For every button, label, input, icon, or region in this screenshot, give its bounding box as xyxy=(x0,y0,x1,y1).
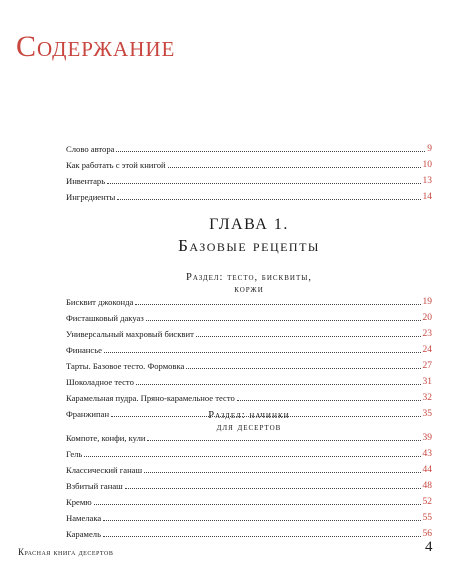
toc-item-page: 9 xyxy=(427,144,432,154)
toc-item-classic-ganache[interactable] xyxy=(66,460,432,476)
leader-dots xyxy=(146,320,421,321)
toc-intro-list xyxy=(66,139,432,203)
toc-item-gioconda[interactable] xyxy=(66,292,432,308)
toc-item-page: 27 xyxy=(422,361,432,371)
toc-item-page: 55 xyxy=(422,513,432,523)
toc-item-page: 10 xyxy=(422,160,432,170)
leader-dots xyxy=(196,336,421,337)
toc-item-how-to-use[interactable] xyxy=(66,155,432,171)
leader-dots xyxy=(107,183,420,184)
toc-item-page: 32 xyxy=(422,393,432,403)
leader-dots xyxy=(168,167,421,168)
toc-item-label: Компоте, конфи, кули xyxy=(66,433,146,443)
leader-dots xyxy=(103,536,420,537)
toc-item-page: 23 xyxy=(422,329,432,339)
toc-item-label: Взбитый ганаш xyxy=(66,481,123,491)
toc-item-label: Бисквит джоконда xyxy=(66,297,134,307)
toc-item-caramel-powder[interactable] xyxy=(66,388,432,404)
leader-dots xyxy=(117,199,420,200)
leader-dots xyxy=(125,488,421,489)
toc-item-compote[interactable] xyxy=(66,428,432,444)
toc-item-page: 44 xyxy=(422,465,432,475)
toc-item-page: 13 xyxy=(422,176,432,186)
toc-item-page: 24 xyxy=(422,345,432,355)
section-title-line2: для десертов xyxy=(216,422,282,433)
toc-item-label: Слово автора xyxy=(66,144,115,154)
toc-item-label: Тарты. Базовое тесто. Формовка xyxy=(66,361,185,371)
toc-item-page: 35 xyxy=(422,409,432,419)
leader-dots xyxy=(104,352,421,353)
toc-item-dacquoise[interactable] xyxy=(66,308,432,324)
leader-dots xyxy=(237,400,421,401)
toc-item-page: 52 xyxy=(422,497,432,507)
toc-item-chocolate-dough[interactable] xyxy=(66,372,432,388)
toc-item-label: Кремю xyxy=(66,497,92,507)
toc-item-label: Классический ганаш xyxy=(66,465,143,475)
toc-item-equipment[interactable] xyxy=(66,171,432,187)
toc-item-label: Карамельная пудра. Пряно-карамельное тесто xyxy=(66,393,235,403)
chapter-number: ГЛАВА 1. xyxy=(209,216,289,233)
toc-item-ingredients[interactable] xyxy=(66,187,432,203)
leader-dots xyxy=(147,440,420,441)
toc-item-universal-sponge[interactable] xyxy=(66,324,432,340)
toc-item-label: Ингредиенты xyxy=(66,192,116,202)
leader-dots xyxy=(84,456,420,457)
section-title-line1: Раздел: начинки xyxy=(208,410,290,421)
toc-item-page: 48 xyxy=(422,481,432,491)
section-title-line2: коржи xyxy=(234,284,264,295)
toc-item-page: 39 xyxy=(422,433,432,443)
leader-dots xyxy=(116,151,425,152)
page-title: Содержание xyxy=(16,30,176,63)
toc-item-page: 14 xyxy=(422,192,432,202)
toc-item-label: Намелака xyxy=(66,513,102,523)
toc-item-page: 20 xyxy=(422,313,432,323)
leader-dots xyxy=(144,472,420,473)
toc-item-cremeux[interactable] xyxy=(66,492,432,508)
leader-dots xyxy=(186,368,420,369)
toc-item-whipped-ganache[interactable] xyxy=(66,476,432,492)
toc-item-label: Универсальный махровый бисквит xyxy=(66,329,194,339)
toc-item-page: 43 xyxy=(422,449,432,459)
toc-item-gel[interactable] xyxy=(66,444,432,460)
toc-item-label: Как работать с этой книгой xyxy=(66,160,166,170)
toc-item-caramel[interactable] xyxy=(66,524,432,540)
leader-dots xyxy=(136,384,421,385)
toc-section1-list xyxy=(66,292,432,420)
toc-item-label: Франжипан xyxy=(66,409,110,419)
chapter-name: Базовые рецепты xyxy=(178,236,320,255)
toc-item-page: 56 xyxy=(422,529,432,539)
leader-dots xyxy=(103,520,420,521)
footer-book-title: Красная книга десертов xyxy=(18,547,114,557)
chapter-title xyxy=(66,214,432,256)
leader-dots xyxy=(135,304,420,305)
toc-section2-list xyxy=(66,428,432,540)
toc-item-label: Карамель xyxy=(66,529,102,539)
toc-item-author-word[interactable] xyxy=(66,139,432,155)
toc-item-tarts[interactable] xyxy=(66,356,432,372)
toc-item-financier[interactable] xyxy=(66,340,432,356)
leader-dots xyxy=(94,504,421,505)
section-title-line1: Раздел: тесто, бисквиты, xyxy=(186,272,312,283)
toc-item-namelaka[interactable] xyxy=(66,508,432,524)
toc-item-page: 31 xyxy=(422,377,432,387)
page-number: 4 xyxy=(425,539,433,555)
toc-item-label: Фисташковый дакуаз xyxy=(66,313,144,323)
toc-item-page: 19 xyxy=(422,297,432,307)
toc-item-label: Инвентарь xyxy=(66,176,106,186)
toc-item-label: Финансье xyxy=(66,345,102,355)
toc-item-label: Шоколадное тесто xyxy=(66,377,134,387)
toc-item-label: Гель xyxy=(66,449,83,459)
